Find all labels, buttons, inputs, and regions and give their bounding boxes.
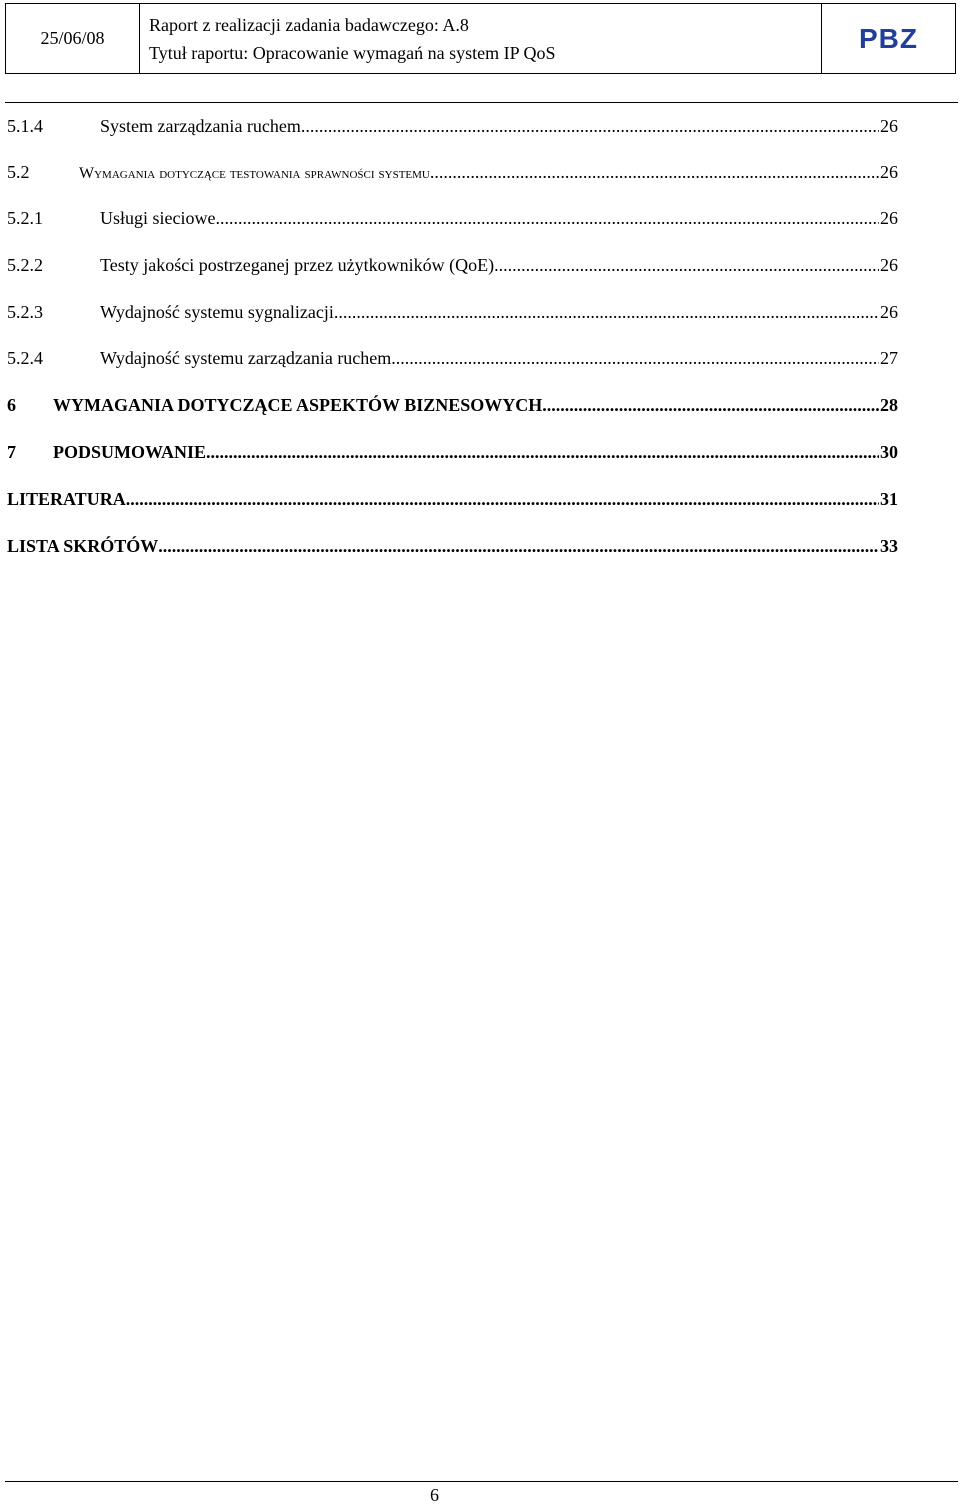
toc-entry-title: LITERATURA <box>7 489 126 509</box>
toc-entry[interactable] <box>7 116 898 140</box>
page-number: 6 <box>430 1485 439 1505</box>
toc-entry-title: Testy jakości postrzeganej przez użytkowników (QoE) <box>100 255 495 275</box>
toc-leader-dots <box>542 395 879 416</box>
toc-entry-page: 30 <box>880 442 898 462</box>
toc-entry[interactable] <box>7 302 898 326</box>
toc-leader-dots <box>215 208 879 229</box>
toc-entry-number: 6 <box>7 395 16 415</box>
toc-entry-title: PODSUMOWANIE <box>53 442 207 462</box>
toc-entry-title: Wydajność systemu zarządzania ruchem <box>100 348 392 368</box>
toc-entry-number: 5.2 <box>7 162 30 182</box>
header-divider <box>5 102 958 103</box>
toc-leader-dots <box>158 536 879 557</box>
toc-entry-number: 5.2.1 <box>7 208 43 228</box>
toc-entry-title: System zarządzania ruchem <box>100 116 301 136</box>
toc-entry-page: 28 <box>880 395 898 415</box>
header-date: 25/06/08 <box>6 4 140 74</box>
toc-entry-title: Usługi sieciowe <box>100 208 216 228</box>
toc-leader-dots <box>206 442 879 463</box>
header-title-block <box>140 4 822 74</box>
toc-entry-page: 26 <box>880 162 898 182</box>
toc-leader-dots <box>391 348 879 369</box>
toc-entry-page: 33 <box>880 536 898 556</box>
toc-entry-number: 5.1.4 <box>7 116 43 136</box>
toc-entry[interactable] <box>7 489 898 513</box>
toc-entry-title: WYMAGANIA DOTYCZĄCE ASPEKTÓW BIZNESOWYCH <box>53 395 543 415</box>
toc-entry-title: Wymagania dotyczące testowania sprawności systemu <box>79 165 430 182</box>
toc-entry-page: 26 <box>880 302 898 322</box>
toc-entry-page: 26 <box>880 208 898 228</box>
header-report-line: Raport z realizacji zadania badawczego: A.8 <box>149 14 469 35</box>
toc-entry[interactable] <box>7 255 898 279</box>
toc-leader-dots <box>430 162 879 183</box>
toc-entry-page: 31 <box>880 489 898 509</box>
toc-entry-page: 27 <box>880 348 898 368</box>
toc-entry-number: 5.2.3 <box>7 302 43 322</box>
toc-entry-page: 26 <box>880 116 898 136</box>
document-header <box>5 3 956 74</box>
toc-entry-title: LISTA SKRÓTÓW <box>7 536 159 556</box>
toc-entry-title: Wydajność systemu sygnalizacji <box>100 302 334 322</box>
toc-entry[interactable] <box>7 442 898 466</box>
toc-leader-dots <box>126 489 879 510</box>
header-title-line: Tytuł raportu: Opracowanie wymagań na system IP QoS <box>149 42 556 63</box>
pbz-logo: PBZ <box>822 4 956 74</box>
toc-entry[interactable] <box>7 162 898 186</box>
toc-entry-number: 5.2.2 <box>7 255 43 275</box>
toc-entry[interactable] <box>7 348 898 372</box>
toc-entry[interactable] <box>7 536 898 560</box>
toc-entry-number: 7 <box>7 442 16 462</box>
toc-leader-dots <box>301 116 879 137</box>
toc-entry[interactable] <box>7 208 898 232</box>
toc-leader-dots <box>494 255 879 276</box>
toc-entry-page: 26 <box>880 255 898 275</box>
toc-entry-number: 5.2.4 <box>7 348 43 368</box>
toc-leader-dots <box>334 302 879 323</box>
toc-entry[interactable] <box>7 395 898 419</box>
footer-divider <box>5 1481 958 1482</box>
